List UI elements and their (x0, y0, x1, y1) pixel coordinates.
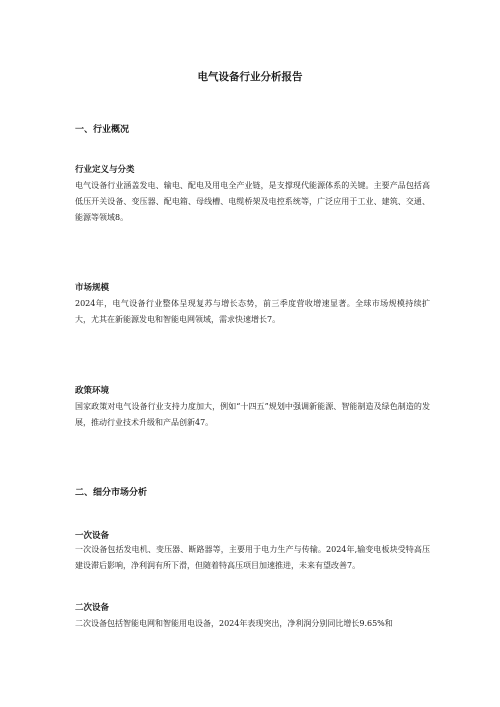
subsection-title-definition: 行业定义与分类 (75, 165, 135, 175)
subsection-title-primary-equipment: 一次设备 (75, 531, 110, 541)
document-title: 电气设备行业分析报告 (197, 71, 303, 83)
paragraph-secondary-equipment: 二次设备包括智能电网和智能用电设备，2024年表现突出，净利润分别同比增长9.65%和 (75, 619, 393, 628)
paragraph-policy: 国家政策对电气设备行业支持力度加大，例如“十四五”规划中强调新能源、智能制造及绿色制造的发展，推动行业技术升级和产品创新47。 (75, 402, 430, 427)
subsection-title-market-size: 市场规模 (75, 283, 110, 293)
paragraph-market-size: 2024年，电气设备行业整体呈现复苏与增长态势，前三季度营收增速显著。全球市场规模持续扩大，尤其在新能源发电和智能电网领域，需求快速增长7。 (75, 299, 430, 324)
paragraph-definition: 电气设备行业涵盖发电、输电、配电及用电全产业链，是支撑现代能源体系的关键。主要产品包括高低压开关设备、变压器、配电箱、母线槽、电缆桥架及电控系统等，广泛应用于工业、建筑、交通、能源等领域8。 (75, 181, 430, 222)
section-heading-overview: 一、行业概况 (75, 125, 130, 135)
section-heading-segments: 二、细分市场分析 (75, 488, 148, 498)
subsection-title-policy: 政策环境 (75, 386, 110, 396)
subsection-title-secondary-equipment: 二次设备 (75, 603, 110, 613)
paragraph-primary-equipment: 一次设备包括发电机、变压器、断路器等，主要用于电力生产与传输。2024年,输变电板块受特高压建设滞后影响，净利润有所下滑，但随着特高压项目加速推进，未来有望改善7。 (75, 545, 430, 570)
